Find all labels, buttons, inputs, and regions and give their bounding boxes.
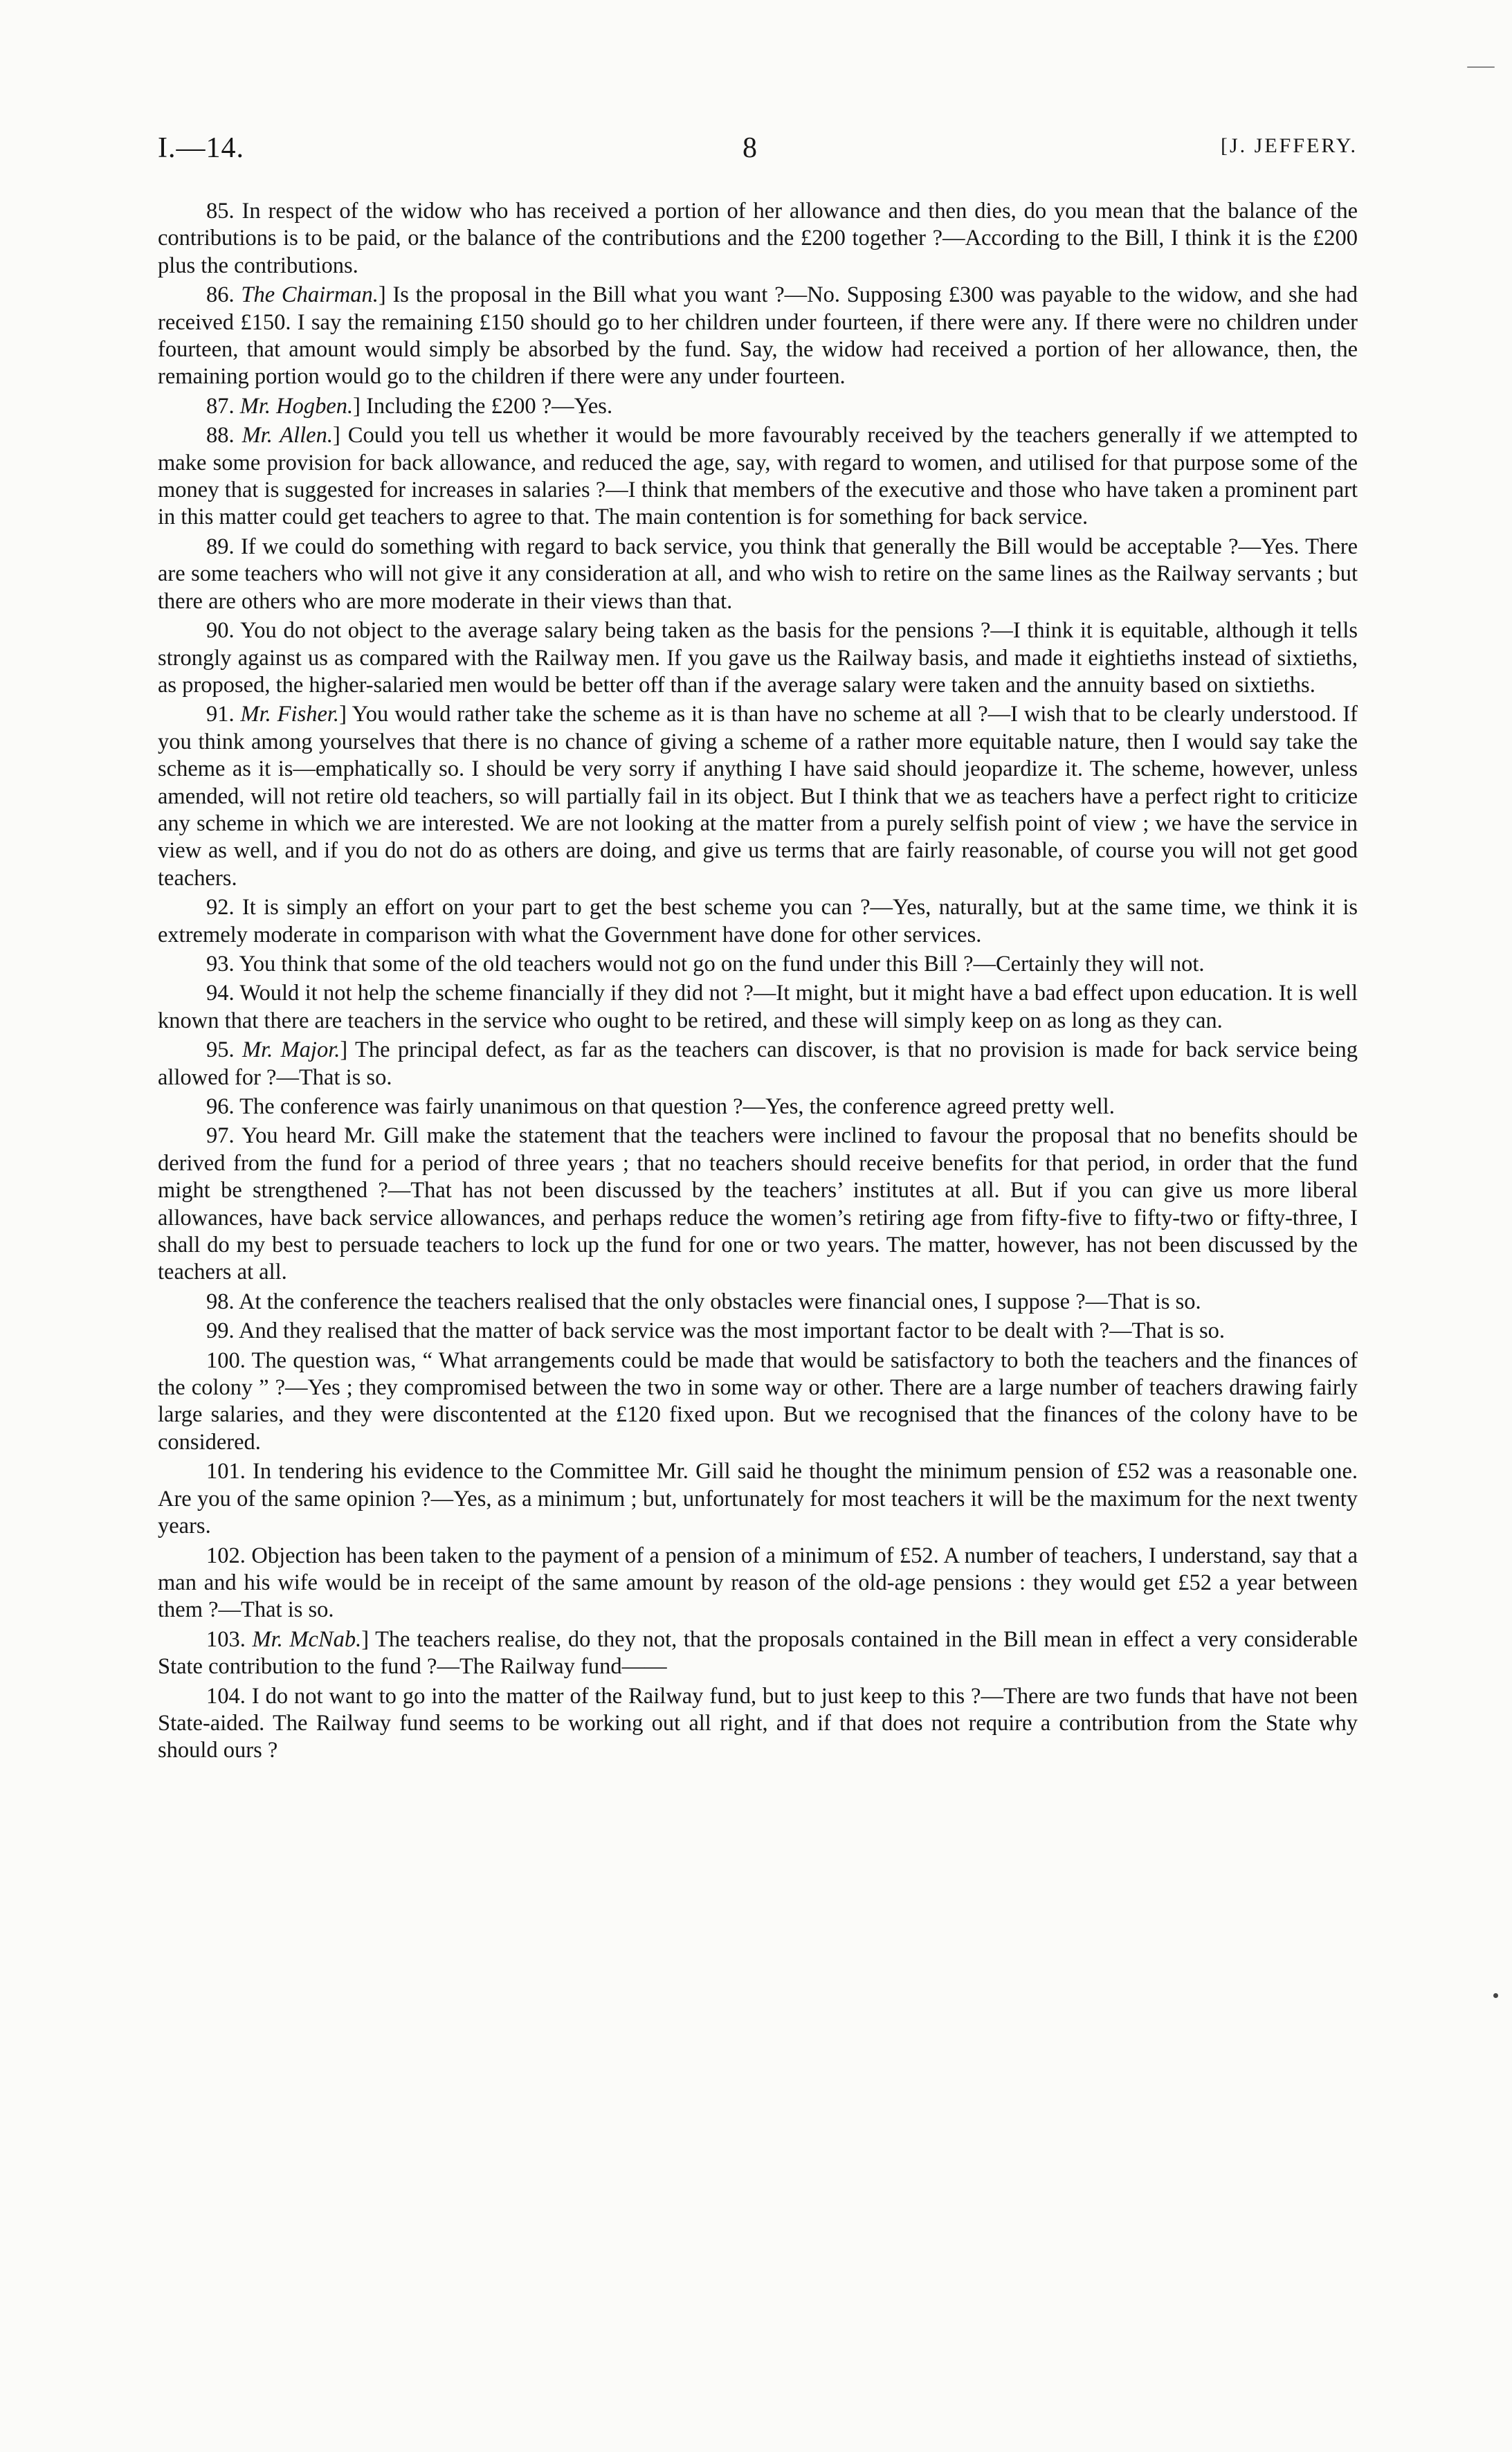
evidence-body bbox=[158, 198, 1358, 1767]
question-paragraph bbox=[158, 1289, 1358, 1316]
question-text: You do not object to the average salary being taken as the basis for the pensions ?—I think it is equitable, although it tells strongly against us as compared with the Railway men. If you gave us the Railway basis, and made it eightieths instead of sixtieths, as proposed, the higher-salaried men would be better off than if the average salary were taken and the annuity based on sixtieths. bbox=[158, 618, 1358, 698]
page-header bbox=[158, 131, 1358, 173]
question-number: 102. bbox=[206, 1543, 246, 1568]
speaker-name: Mr. McNab. bbox=[252, 1626, 362, 1652]
question-number: 101. bbox=[206, 1459, 246, 1484]
question-paragraph bbox=[158, 980, 1358, 1035]
question-text: You think that some of the old teachers would not go on the fund under this Bill ?—Certainly they will not. bbox=[239, 951, 1205, 977]
question-number: 100. bbox=[206, 1347, 246, 1373]
question-text: And they realised that the matter of back service was the most important factor to be dealt with ?—That is so. bbox=[238, 1318, 1226, 1344]
question-paragraph bbox=[158, 1123, 1358, 1286]
scan-speck bbox=[1493, 1993, 1498, 1998]
question-text: Objection has been taken to the payment of a pension of a minimum of £52. A number of teachers, I understand, say that a man and his wife would be in receipt of the same amount by reason of the old-age pensions : they would get £52 a year between them ?—That is so. bbox=[158, 1543, 1358, 1623]
question-text: In respect of the widow who has received a portion of her allowance and then dies, do you mean that the balance of the contributions is to be paid, or the balance of the contributions and the £200 together ?—According to the Bill, I think it is the £200 plus the contributions. bbox=[158, 199, 1358, 278]
question-number: 94. bbox=[206, 981, 235, 1006]
question-number: 98. bbox=[206, 1289, 235, 1314]
question-text: In tendering his evidence to the Committee Mr. Gill said he thought the minimum pension of £52 was a reasonable one. Are you of the same opinion ?—Yes, as a minimum ; but, unfortunately for most teachers it will be the maximum for the next twenty years. bbox=[158, 1459, 1358, 1539]
question-paragraph bbox=[158, 701, 1358, 892]
question-paragraph bbox=[158, 198, 1358, 280]
question-paragraph bbox=[158, 1683, 1358, 1765]
page-number: 8 bbox=[743, 132, 757, 164]
paper-reference: I.—14. bbox=[158, 132, 244, 164]
question-number: 86. bbox=[206, 282, 235, 308]
question-number: 103. bbox=[206, 1626, 246, 1652]
question-text: It is simply an effort on your part to get the best scheme you can ?—Yes, naturally, but at the same time, we think it is extremely moderate in comparison with what the Government have done for other services. bbox=[158, 895, 1358, 947]
question-text: ] You would rather take the scheme as it is than have no scheme at all ?—I wish that to be clearly understood. If you think among yourselves that there is no chance of giving a scheme of a rather more equitable nature, then I would say take the scheme as it is—emphatically so. I should be very sorry if anything I have said should jeopardize it. The scheme, however, unless amended, will not retire old teachers, so will partially fail in its object. But I think that we as teachers have a perfect right to criticize any scheme in which we are interested. We are not looking at the matter from a purely selfish point of view ; we have the service in view as well, and if you do not do as others are doing, and give us terms that are fairly reasonable, of course you will not get good teachers. bbox=[158, 702, 1358, 891]
question-number: 96. bbox=[206, 1094, 235, 1119]
scan-speck bbox=[1467, 66, 1495, 68]
question-text: ] The teachers realise, do they not, that the proposals contained in the Bill mean in effect a very considerable State contribution to the fund ?—The Railway fund—— bbox=[158, 1626, 1358, 1680]
question-text: The conference was fairly unanimous on that question ?—Yes, the conference agreed pretty well. bbox=[239, 1094, 1115, 1119]
question-paragraph bbox=[158, 1318, 1358, 1345]
question-text: At the conference the teachers realised that the only obstacles were financial ones, I suppose ?—That is so. bbox=[238, 1289, 1201, 1314]
question-text: ] The principal defect, as far as the teachers can discover, is that no provision is made for back service being allowed for ?—That is so. bbox=[158, 1037, 1358, 1090]
speaker-name: Mr. Fisher. bbox=[240, 702, 340, 727]
question-paragraph bbox=[158, 1347, 1358, 1457]
speaker-name: The Chairman. bbox=[241, 282, 379, 308]
question-number: 92. bbox=[206, 895, 235, 920]
question-number: 104. bbox=[206, 1683, 246, 1709]
question-paragraph bbox=[158, 1093, 1358, 1120]
question-number: 99. bbox=[206, 1318, 235, 1344]
question-text: Would it not help the scheme financially if they did not ?—It might, but it might have a bad effect upon education. It is well known that there are teachers in the service who ought to be retired, and these will simply keep on as long as they can. bbox=[158, 981, 1358, 1033]
question-paragraph bbox=[158, 422, 1358, 532]
question-paragraph bbox=[158, 951, 1358, 978]
question-number: 85. bbox=[206, 199, 235, 224]
question-text: ] Including the £200 ?—Yes. bbox=[353, 393, 613, 419]
question-paragraph bbox=[158, 1458, 1358, 1540]
question-text: The question was, “ What arrangements could be made that would be satisfactory to both the teachers and the finances of the colony ” ?—Yes ; they compromised between the two in some way or other. There are a large number of teachers drawing fairly large salaries, and they were discontented at the £120 fixed upon. But we recognised that the finances of the colony have to be considered. bbox=[158, 1347, 1358, 1455]
question-number: 88. bbox=[206, 423, 235, 448]
question-text: I do not want to go into the matter of the Railway fund, but to just keep to this ?—There are two funds that have not been State-aided. The Railway fund seems to be working out all right, and if that does not require a contribution from the State why should ours ? bbox=[158, 1683, 1358, 1763]
speaker-name: Mr. Hogben. bbox=[239, 393, 354, 419]
question-number: 97. bbox=[206, 1123, 235, 1149]
question-number: 93. bbox=[206, 951, 235, 977]
question-paragraph bbox=[158, 617, 1358, 699]
question-paragraph bbox=[158, 393, 1358, 420]
question-paragraph bbox=[158, 1543, 1358, 1624]
question-paragraph bbox=[158, 1037, 1358, 1091]
question-paragraph bbox=[158, 534, 1358, 615]
question-number: 87. bbox=[206, 393, 235, 419]
witness-name: [J. JEFFERY. bbox=[1220, 134, 1358, 157]
question-text: ] Could you tell us whether it would be more favourably received by the teachers generally if we attempted to make some provision for back allowance, and reduced the age, say, with regard to women, and utilised for that purpose some of the money that is suggested for increases in salaries ?—I think that members of the executive and those who have taken a prominent part in this matter could get teachers to agree to that. The main contention is for something for back service. bbox=[158, 423, 1358, 530]
question-paragraph bbox=[158, 894, 1358, 949]
question-paragraph bbox=[158, 282, 1358, 391]
question-number: 89. bbox=[206, 534, 235, 559]
question-number: 91. bbox=[206, 702, 235, 727]
speaker-name: Mr. Allen. bbox=[242, 423, 333, 448]
question-text: You heard Mr. Gill make the statement that the teachers were inclined to favour the proposal that no benefits should be derived from the fund for a period of three years ; that no teachers should receive benefits for that period, in order that the fund might be strengthened ?—That has not been discussed by the teachers’ institutes at all. But if you can give us more liberal allowances, have back service allowances, and perhaps reduce the women’s retiring age from fifty-five to fifty-two or fifty-three, I shall do my best to persuade teachers to lock up the fund for one or two years. The matter, however, has not been discussed by the teachers at all. bbox=[158, 1123, 1358, 1285]
question-text: ] Is the proposal in the Bill what you want ?—No. Supposing £300 was payable to the widow, and she had received £150. I say the remaining £150 should go to her children under fourteen, if there were any. If there were no children under fourteen, that amount would simply be absorbed by the fund. Say, the widow had received a portion of her allowance, then, the remaining portion would go to the children if there were any under fourteen. bbox=[158, 282, 1358, 390]
question-number: 90. bbox=[206, 618, 235, 644]
question-text: If we could do something with regard to back service, you think that generally the Bill would be acceptable ?—Yes. There are some teachers who will not give it any consideration at all, and who wish to retire on the same lines as the Railway servants ; but there are others who are more moderate in their views than that. bbox=[158, 534, 1358, 614]
question-number: 95. bbox=[206, 1037, 235, 1063]
question-paragraph bbox=[158, 1626, 1358, 1681]
speaker-name: Mr. Major. bbox=[242, 1037, 340, 1063]
